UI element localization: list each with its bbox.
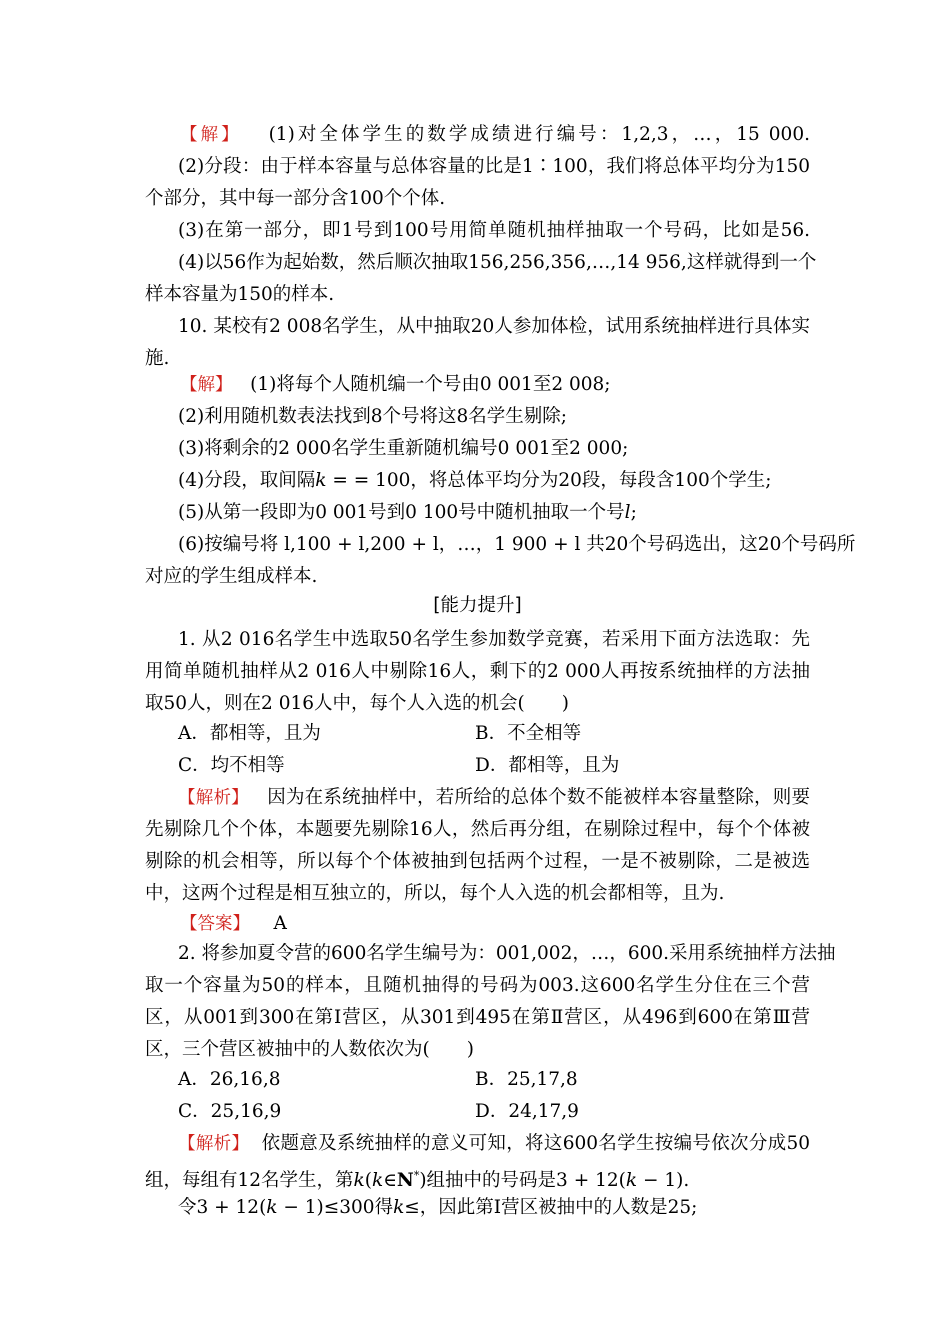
question-10: 10. 某校有2 008名学生，从中抽取20人参加体检，试用系统抽样进行具体实: [178, 316, 810, 337]
answer-value: A: [273, 913, 287, 934]
text-line: 取一个容量为50的样本，且随机抽得的号码为003.这600名学生分住在三个营: [145, 975, 810, 996]
step-6: (6)按编号将 l,100 + l,200 + l，…，1 900 + l 共20个号码选出，这20个号码所: [178, 534, 856, 555]
step-4: [178, 469, 843, 493]
var-k: k: [371, 1170, 384, 1192]
var-l: l: [624, 502, 631, 523]
step-7: 对应的学生组成样本.: [145, 566, 318, 587]
text-line: 区，三个营区被抽中的人数依次为( ): [145, 1039, 474, 1060]
text-line: (4)以56作为起始数，然后顺次抽取156,256,356,…,14 956,这样就得到一个: [178, 252, 817, 273]
var-k: k: [315, 470, 327, 491]
solution-tag: 【解】: [180, 375, 233, 395]
step-1: (1)将每个人随机编一个号由0 001至2 008;: [250, 374, 611, 395]
option-d: D．24,17,9: [475, 1101, 579, 1122]
text-line: 取50人，则在2 016人中，每个人入选的机会( ): [145, 693, 569, 714]
step-3: (3)将剩余的2 000名学生重新随机编号0 001至2 000;: [178, 438, 629, 459]
option-b: B．不全相等: [475, 723, 582, 744]
text: − 1)≤300得: [277, 1197, 394, 1218]
text-line: 区，从001到300在第Ⅰ营区，从301到495在第Ⅱ营区，从496到600在第Ⅲ营: [145, 1007, 810, 1028]
text: )组抽中的号码是3 + 12(: [419, 1170, 626, 1192]
solution-tag: 【解】: [180, 125, 242, 145]
analysis-line: [178, 1132, 810, 1156]
text-line: 个部分，其中每一部分含100个个体.: [145, 188, 446, 209]
problem-2: 2. 将参加夏令营的600名学生编号为：001,002，…，600.采用系统抽样方法抽: [178, 943, 836, 964]
set-n: N: [396, 1170, 414, 1192]
text: (: [364, 1170, 372, 1192]
text-line: (3)在第一部分，即1号到100号用简单随机抽样抽取一个号码，比如是56.: [178, 220, 810, 241]
text: (4)分段，取间隔: [178, 470, 316, 491]
text: 组，每组有12名学生，第: [145, 1170, 354, 1192]
option-b: B．25,17,8: [475, 1069, 578, 1090]
text-line: 先剔除几个个体，本题要先剔除16人，然后再分组，在剔除过程中，每个个体被: [145, 819, 810, 840]
section-title: [能力提升]: [433, 595, 522, 616]
text-line: 剔除的机会相等，所以每个个体被抽到包括两个过程，一是不被剔除，二是被选: [145, 851, 810, 872]
text-line: [178, 1196, 843, 1220]
analysis-line: [178, 786, 810, 810]
text: (1)对全体学生的数学成绩进行编号：1,2,3，…，15 000.: [268, 124, 810, 145]
text: 令3 + 12(: [178, 1197, 267, 1218]
option-a: A．26,16,8: [178, 1069, 281, 1090]
superscript: *: [413, 1169, 420, 1182]
analysis-tag: 【解析】: [178, 788, 249, 808]
solution-line: [180, 373, 810, 397]
step-5: [178, 501, 843, 525]
answer-tag: 【答案】: [180, 914, 250, 934]
solution-line: [180, 123, 810, 147]
text-line: 施.: [145, 348, 170, 369]
text: (5)从第一段即为0 001号到0 100号中随机抽取一个号: [178, 502, 625, 523]
step-2: (2)利用随机数表法找到8个号将这8名学生剔除;: [178, 406, 567, 427]
text: ;: [630, 502, 637, 523]
text: 依题意及系统抽样的意义可知，将这600名学生按编号依次分成50: [261, 1133, 810, 1154]
text-line: [145, 1164, 810, 1193]
var-k: k: [393, 1197, 405, 1218]
text-line: 样本容量为150的样本.: [145, 284, 335, 305]
text-line: (2)分段：由于样本容量与总体容量的比是1∶100，我们将总体平均分为150: [178, 156, 810, 177]
answer-line: [180, 912, 810, 936]
problem-1: 1. 从2 016名学生中选取50名学生参加数学竞赛，若采用下面方法选取：先: [178, 629, 810, 650]
text: = = 100，将总体平均分为20段，每段含100个学生;: [326, 470, 772, 491]
text-line: 用简单随机抽样从2 016人中剔除16人，剩下的2 000人再按系统抽样的方法抽: [145, 661, 810, 682]
text: ≤，因此第Ⅰ营区被抽中的人数是25;: [404, 1197, 698, 1218]
option-c: C．均不相等: [178, 755, 285, 776]
option-a: A．都相等，且为: [178, 723, 321, 744]
text: − 1).: [637, 1170, 690, 1192]
option-c: C．25,16,9: [178, 1101, 282, 1122]
var-k: k: [353, 1170, 365, 1192]
text: 因为在系统抽样中，若所给的总体个数不能被样本容量整除，则要: [267, 787, 810, 808]
text-line: 中，这两个过程是相互独立的，所以，每个人入选的机会都相等，且为.: [145, 883, 725, 904]
analysis-tag: 【解析】: [178, 1134, 250, 1154]
var-k: k: [266, 1197, 278, 1218]
text: ∈: [383, 1170, 397, 1192]
var-k: k: [625, 1170, 638, 1192]
option-d: D．都相等，且为: [475, 755, 620, 776]
